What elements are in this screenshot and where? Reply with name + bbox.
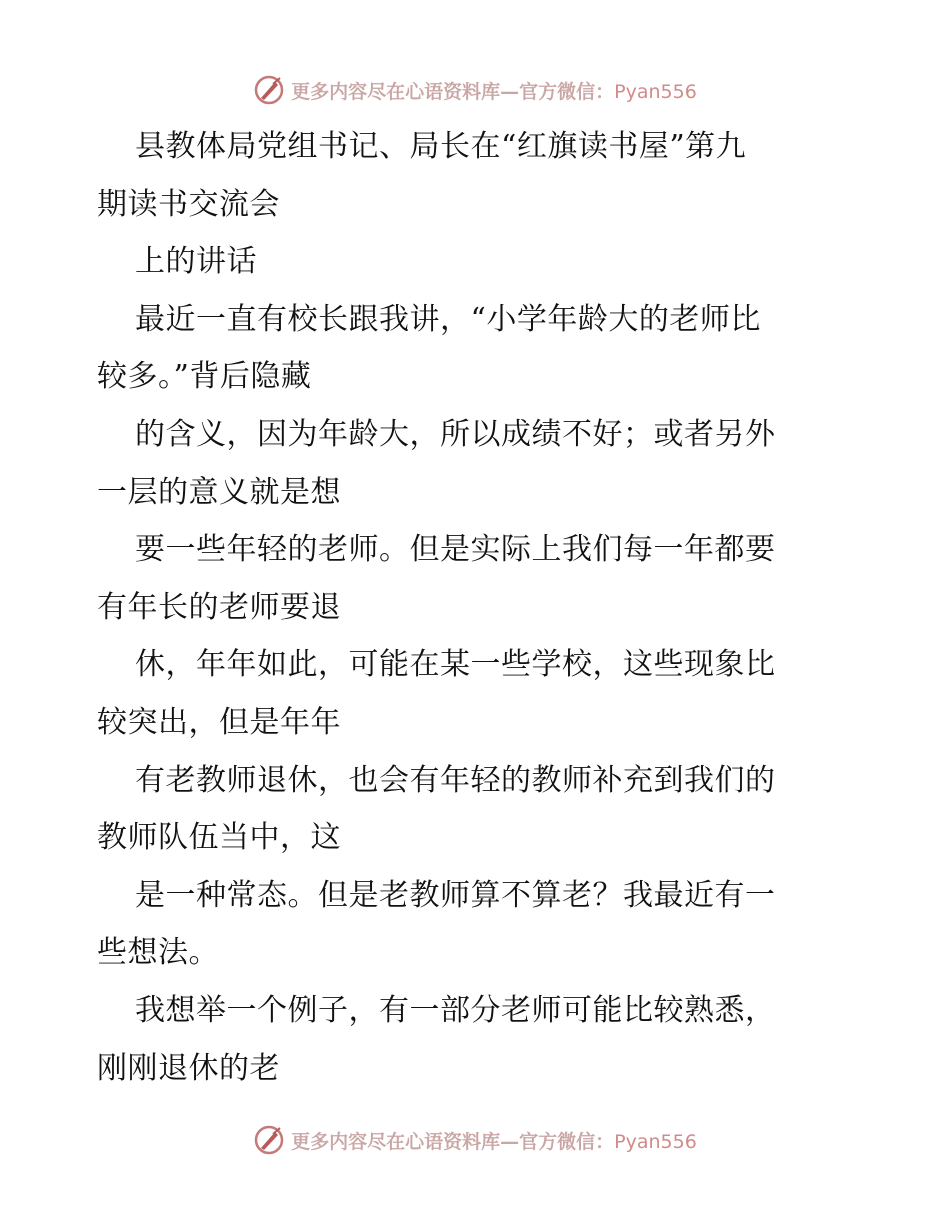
text-line: 有年长的老师要退 — [97, 589, 341, 625]
text-line: 较多。”背后隐藏 — [97, 359, 312, 395]
text-line: 些想法。 — [97, 935, 219, 971]
document-body — [97, 118, 857, 1097]
text-line: 休，年年如此，可能在某一些学校，这些现象比 — [135, 647, 776, 683]
text-line: 教师队伍当中，这 — [97, 820, 341, 856]
text-line: 的含义，因为年龄大，所以成绩不好；或者另外 — [135, 416, 776, 452]
text-line: 上的讲话 — [135, 244, 257, 280]
quill-logo-icon — [253, 74, 285, 106]
text-line: 最近一直有校长跟我讲，“小学年龄大的老师比 — [135, 301, 761, 337]
text-line: 一层的意义就是想 — [97, 474, 341, 510]
text-line: 要一些年轻的老师。但是实际上我们每一年都要 — [135, 532, 776, 568]
text-line: 期读书交流会 — [97, 186, 280, 222]
watermark-text: 更多内容尽在心语资料库—官方微信：Pyan556 — [291, 1130, 697, 1153]
text-line: 是一种常态。但是老教师算不算老？我最近有一 — [135, 877, 776, 913]
text-line: 较突出，但是年年 — [97, 704, 341, 740]
text-line: 有老教师退休，也会有年轻的教师补充到我们的 — [135, 762, 776, 798]
footer-watermark — [0, 1120, 950, 1160]
text-line: 县教体局党组书记、局长在“红旗读书屋”第九 — [135, 129, 747, 164]
watermark-text: 更多内容尽在心语资料库—官方微信：Pyan556 — [291, 80, 697, 103]
text-line: 我想举一个例子，有一部分老师可能比较熟悉， — [135, 992, 776, 1028]
text-line: 刚刚退休的老 — [97, 1050, 280, 1086]
quill-logo-icon — [253, 1124, 285, 1156]
header-watermark — [0, 70, 950, 110]
